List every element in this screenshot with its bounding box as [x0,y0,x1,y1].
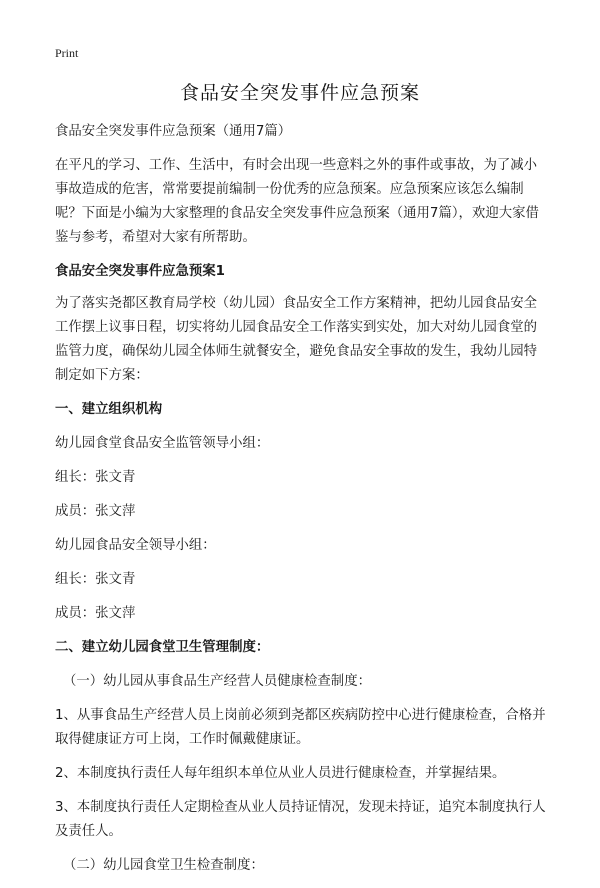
list-item: 2、本制度执行责任人每年组织本单位从业人员进行健康检查，并掌握结果。 [55,766,506,781]
plan-intro-paragraph: 为了落实尧都区教育局学校（幼儿园）食品安全工作方案精神，把幼儿园食品安全工作摆上议事日程，切实将幼儿园食品安全工作落实到实处，加大对幼儿园食堂的监管力度，确保幼儿园全体师生就餐安全，避免食品安全事故的发生，我幼儿园特制定如下方案： [55,296,538,383]
group-member: 成员：张文萍 [55,606,136,621]
plan-heading: 食品安全突发事件应急预案1 [55,264,226,279]
subsection-heading: （二）幼儿园食堂卫生检查制度： [63,858,264,873]
list-item: 1、从事食品生产经营人员上岗前必须到尧都区疾病防控中心进行健康检查，合格并取得健康证方可上岗，工作时佩戴健康证。 [55,708,546,747]
document-subtitle: 食品安全突发事件应急预案（通用7篇） [55,124,292,139]
group-member: 成员：张文萍 [55,504,136,519]
document-title: 食品安全突发事件应急预案 [179,82,420,104]
group-name: 幼儿园食品安全领导小组： [55,538,216,553]
section-heading: 二、建立幼儿园食堂卫生管理制度： [55,640,270,655]
intro-paragraph: 在平凡的学习、工作、生活中，有时会出现一些意料之外的事件或事故，为了减小事故造成的危害，常常要提前编制一份优秀的应急预案。应急预案应该怎么编制呢？下面是小编为大家整理的食品安全突发事件应急预案（通用7篇），欢迎大家借鉴与参考，希望对大家有所帮助。 [55,158,539,245]
list-item: 3、本制度执行责任人定期检查从业人员持证情况，发现未持证，追究本制度执行人及责任人。 [55,800,546,839]
group-leader: 组长：张文青 [55,470,136,485]
group-leader: 组长：张文青 [55,572,136,587]
group-name: 幼儿园食堂食品安全监管领导小组： [55,436,270,451]
subsection-heading: （一）幼儿园从事食品生产经营人员健康检查制度： [63,674,371,689]
section-heading: 一、建立组织机构 [55,402,163,417]
document-body [55,120,550,888]
print-label: Print [55,46,79,60]
